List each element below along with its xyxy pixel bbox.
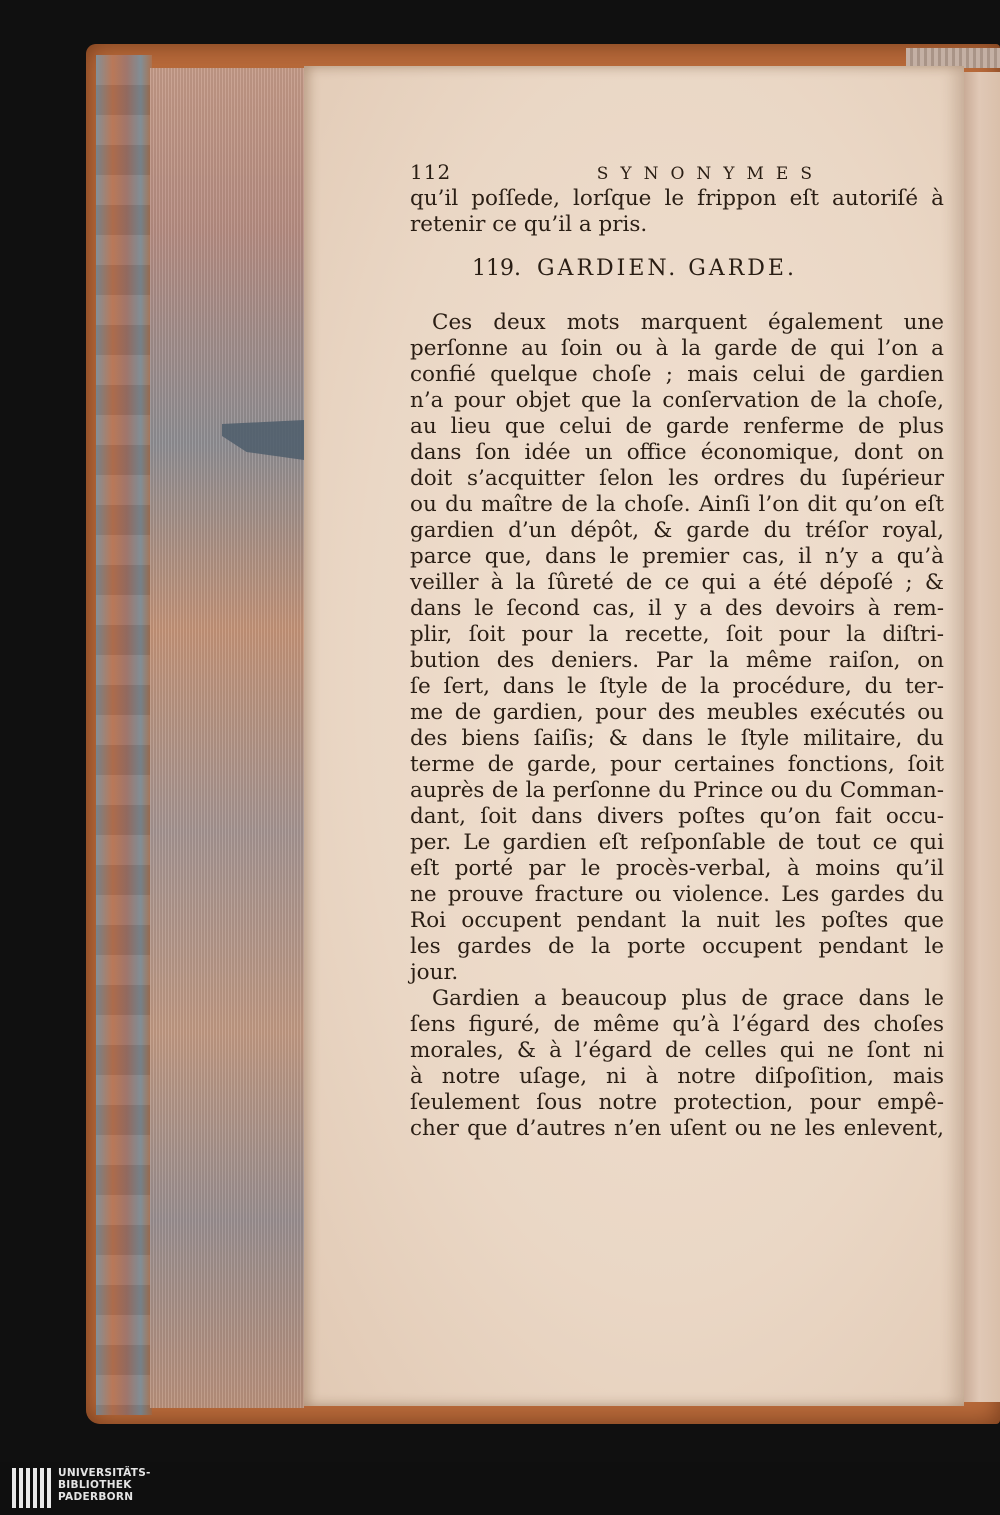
text-line: des biens ſaiſis; & dans le ſtyle militaire, du xyxy=(410,726,944,751)
text-line: perſonne au ſoin ou à la garde de qui l’on a xyxy=(410,336,944,361)
text-line: Roi occupent pendant la nuit les poſtes que xyxy=(410,908,944,933)
text-line: dans ſon idée un office économique, dont on xyxy=(410,440,944,465)
text-line: me de gardien, pour des meubles exécutés ou xyxy=(410,700,944,725)
text-line: ſens figuré, de même qu’à l’égard des choſes xyxy=(410,1012,944,1037)
text-line: confié quelque choſe ; mais celui de gardien xyxy=(410,362,944,387)
article-number: 119. xyxy=(472,256,521,281)
text-line: terme de garde, pour certaines fonctions, ſoit xyxy=(410,752,944,777)
text-line: dant, ſoit dans divers poſtes qu’on fait occu- xyxy=(410,804,944,829)
library-line: PADERBORN xyxy=(58,1491,134,1503)
text-line: eſt porté par le procès-verbal, à moins qu’il xyxy=(410,856,944,881)
article-heading xyxy=(410,254,944,284)
library-line: BIBLIOTHEK xyxy=(58,1479,132,1491)
text-line: veiller à la ſûreté de ce qui a été dépoſé ; & xyxy=(410,570,944,595)
library-name xyxy=(58,1467,151,1503)
text-line: auprès de la perſonne du Prince ou du Comman- xyxy=(410,778,944,803)
text-line: Ces deux mots marquent également une xyxy=(432,310,944,335)
library-line: UNIVERSITÄTS- xyxy=(58,1467,151,1479)
text-line: morales, & à l’égard de celles qui ne ſont ni xyxy=(410,1038,944,1063)
text-line: qu’il poſſede, lorſque le frippon eſt autoriſé à xyxy=(410,186,944,211)
text-line: per. Le gardien eſt reſponſable de tout ce qui xyxy=(410,830,944,855)
running-head xyxy=(410,160,944,186)
text-line: n’a pour objet que la conſervation de la choſe, xyxy=(410,388,944,413)
text-line: gardien d’un dépôt, & garde du tréſor royal, xyxy=(410,518,944,543)
text-line: bution des deniers. Par la même raiſon, on xyxy=(410,648,944,673)
text-line: ou du maître de la choſe. Ainſi l’on dit qu’on eſt xyxy=(410,492,944,517)
facing-page-edge xyxy=(962,72,1000,1402)
text-line: ſe ſert, dans le ſtyle de la procédure, du ter- xyxy=(410,674,944,699)
library-bars-icon xyxy=(12,1468,52,1508)
book-spine xyxy=(96,55,152,1415)
page-edges xyxy=(150,68,304,1408)
text-line: ſeulement ſous notre protection, pour empê- xyxy=(410,1090,944,1115)
article-title: GARDIEN. GARDE. xyxy=(536,256,797,281)
text-line: jour. xyxy=(410,960,459,985)
headband xyxy=(906,48,1000,68)
text-line: plir, ſoit pour la recette, ſoit pour la diſtri- xyxy=(410,622,944,647)
text-line: les gardes de la porte occupent pendant le xyxy=(410,934,944,959)
text-line: retenir ce qu’il a pris. xyxy=(410,212,648,237)
text-line: Gardien a beaucoup plus de grace dans le xyxy=(432,986,944,1011)
page-number: 112 xyxy=(410,160,452,184)
page-text xyxy=(410,160,944,1142)
library-footer xyxy=(0,1462,1000,1515)
text-line: cher que d’autres n’en uſent ou ne les enlevent, xyxy=(410,1116,944,1141)
text-line: ne prouve fracture ou violence. Les gardes du xyxy=(410,882,944,907)
text-line: parce que, dans le premier cas, il n’y a qu’à xyxy=(410,544,944,569)
running-title: SYNONYMES xyxy=(596,164,824,184)
text-line: dans le ſecond cas, il y a des devoirs à rem- xyxy=(410,596,944,621)
text-line: au lieu que celui de garde renferme de plus xyxy=(410,414,944,439)
text-line: à notre uſage, ni à notre diſpoſition, mais xyxy=(410,1064,944,1089)
text-line: doit s’acquitter ſelon les ordres du ſupérieur xyxy=(410,466,944,491)
